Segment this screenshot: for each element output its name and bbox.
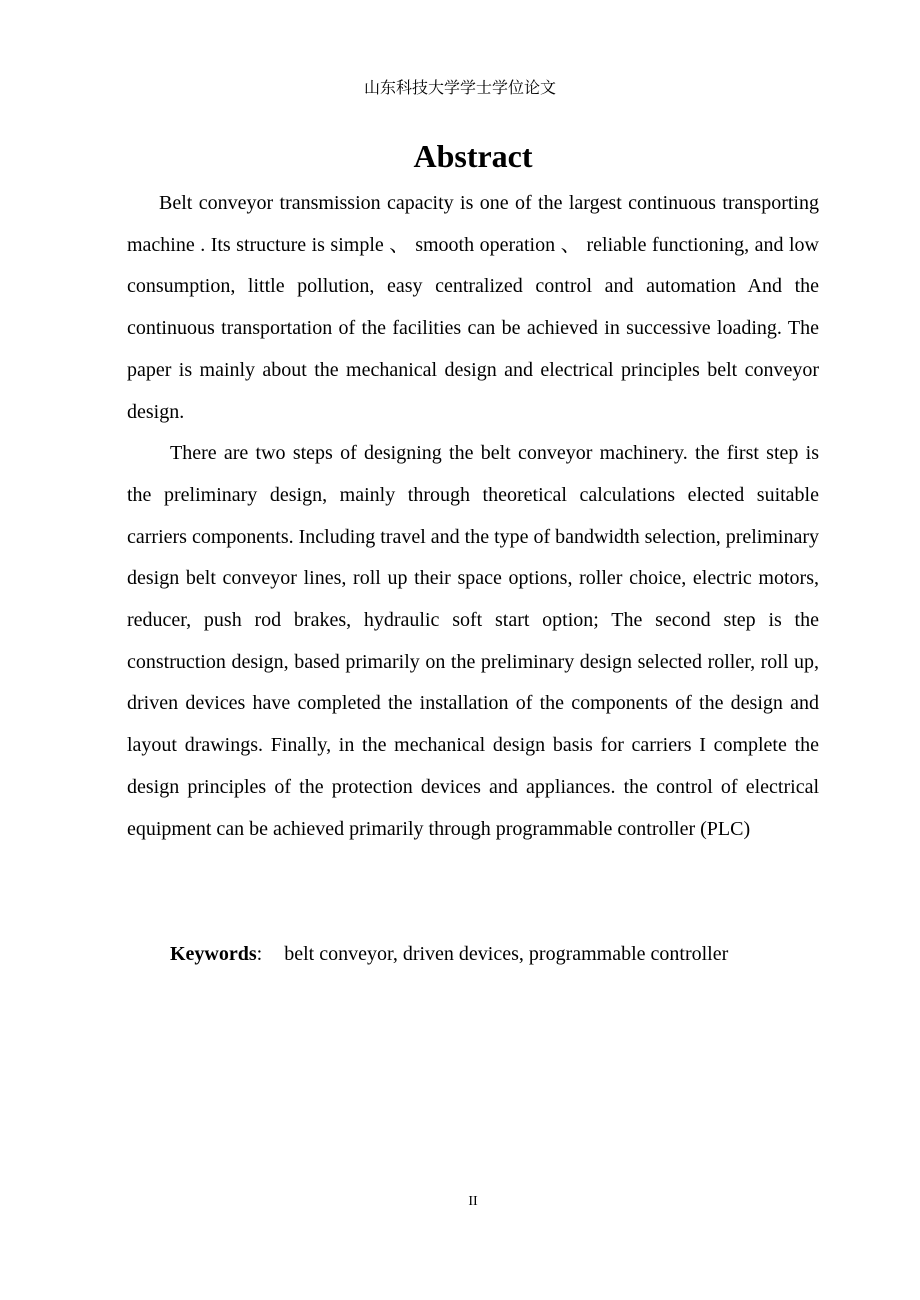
keywords-line [170, 934, 870, 976]
abstract-body [127, 183, 819, 850]
page-number: II [468, 1194, 478, 1209]
keywords-colon: : [256, 943, 263, 965]
abstract-paragraph-2: There are two steps of designing the belt conveyor machinery. the first step is the preliminary design, mainly through theoretical calculations elected suitable carriers components. Including travel and the type of bandwidth selection, preliminary design belt conveyor lines, roll up their space options, roller choice, electric motors, reducer, push rod brakes, hydraulic soft start option; The second step is the construction design, based primarily on the preliminary design selected roller, roll up, driven devices have completed the installation of the components of the design and layout drawings. Finally, in the mechanical design basis for carriers I complete the design principles of the protection devices and appliances. the control of electrical equipment can be achieved primarily through programmable controller (PLC) [127, 442, 820, 840]
keywords-value: belt conveyor, driven devices, programmable controller [284, 943, 729, 965]
abstract-paragraph-1: Belt conveyor transmission capacity is one of the largest continuous transporting machine . Its structure is simple 、 smooth operation 、 reliable functioning, and low consumption, little pollution, easy centralized control and automation And the continuous transportation of the facilities can be achieved in successive loading. The paper is mainly about the mechanical design and electrical principles belt conveyor design. [127, 192, 819, 423]
running-header: 山东科技大学学士学位论文 [363, 78, 556, 97]
abstract-title: Abstract [413, 138, 533, 174]
keywords-label: Keywords [170, 943, 257, 965]
